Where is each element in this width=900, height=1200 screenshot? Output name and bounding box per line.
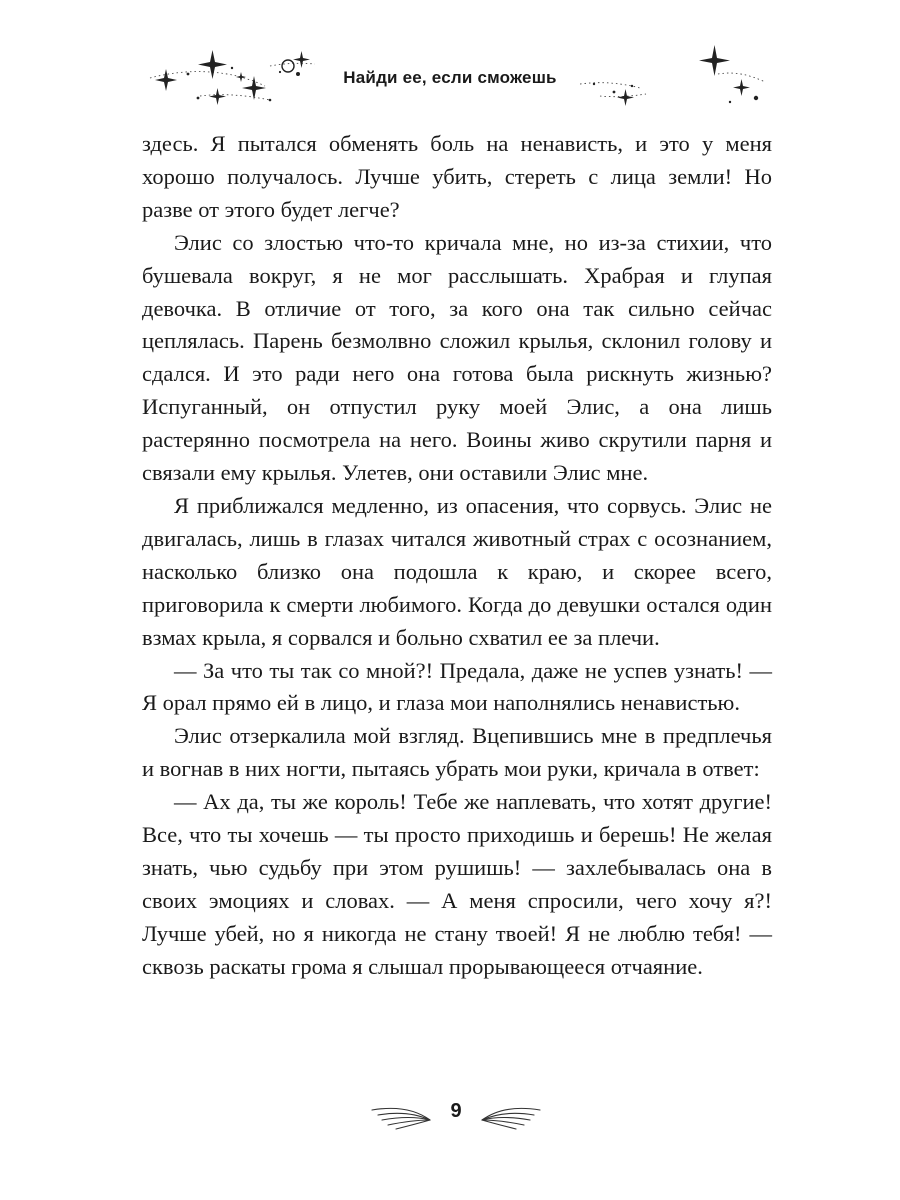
paragraph: — За что ты так со мной?! Предала, даже не успев узнать! — Я орал прямо ей в лицо, и глаза мои наполнялись ненавистью. [142,657,772,716]
moon-stars-icon [580,40,770,120]
body-text [142,128,772,984]
wing-right-icon [480,1098,544,1134]
page-footer [0,1092,900,1142]
page-header [0,40,900,120]
wing-left-icon [368,1098,432,1134]
paragraph: — Ах да, ты же король! Тебе же наплевать, что хотят другие! Все, что ты хочешь — ты просто приходишь и берешь! Не желая знать, чью судьбу при этом рушишь! — захлебывалась она в своих эмоциях и словах. — А меня спросили, чего хочу я?! Лучше убей, но я никогда не стану твоей! Я не люблю тебя! — сквозь раскаты грома я слышал прорывающееся отчаяние. [142,789,772,979]
paragraph: здесь. Я пытался обменять боль на ненависть, и это у меня хорошо получалось. Лучше убить, стереть с лица земли! Но разве от этого будет легче? [142,131,772,222]
running-title: Найди ее, если сможешь [343,68,557,87]
page-number: 9 [450,1100,462,1122]
paragraph: Элис со злостью что-то кричала мне, но из-за стихии, что бушевала вокруг, я не мог расслышать. Храбрая и глупая девочка. В отличие от того, за кого она так сильно сейчас цеплялась. Парень безмолвно сложил крылья, склонил голову и сдался. И это ради него она готова была рискнуть жизнью? Испуганный, он отпустил руку моей Элис, а она лишь растерянно посмотрела на него. Воины живо скрутили парня и связали ему крылья. Улетев, они оставили Элис мне. [142,229,772,486]
paragraph: Я приближался медленно, из опасения, что сорвусь. Элис не двигалась, лишь в глазах читался животный страх с осознанием, насколько близко она подошла к краю, и скорее всего, приговорила к смерти любимого. Когда до девушки остался один взмах крыла, я сорвался и больно схватил ее за плечи. [142,492,772,650]
paragraph: Элис отзеркалила мой взгляд. Вцепившись мне в предплечья и вогнав в них ногти, пытаясь убрать мои руки, кричала в ответ: [142,723,772,782]
stars-constellation-icon [140,40,320,120]
